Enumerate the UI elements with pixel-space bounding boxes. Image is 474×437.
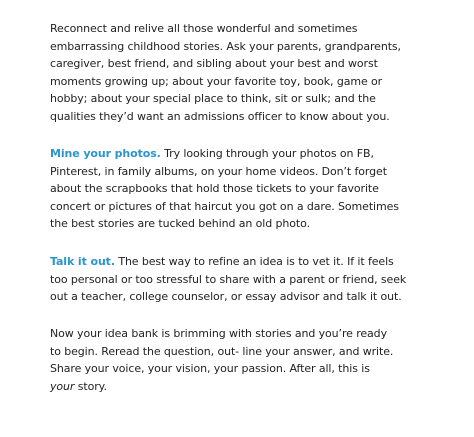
text-line	[50, 145, 399, 163]
text-line: caregiver, best friend, and sibling about your best and worst	[50, 57, 378, 71]
text-segment: The best way to refine an idea is to vet it. If it feels	[114, 255, 394, 268]
text-line: Share your voice, your vision, your passion. After all, this is	[50, 362, 370, 376]
text-line: Now your idea bank is brimming with stories and you’re ready	[50, 327, 387, 340]
text-segment: story.	[74, 379, 107, 393]
paragraph-mine-photos	[50, 145, 399, 233]
text-line: qualities they’d want an admissions officer to know about you.	[50, 109, 390, 123]
text-line	[50, 253, 406, 271]
text-line: about the scrapbooks that hold those tickets to your favorite	[50, 182, 379, 196]
lead-heading-talk-it-out: Talk it out.	[50, 255, 115, 268]
text-segment: Try looking through your photos on FB,	[160, 147, 374, 160]
paragraph-reconnect	[50, 20, 401, 126]
paragraph-idea-bank	[50, 325, 393, 395]
text-line: the best stories are tucked behind an old photo.	[50, 217, 310, 231]
text-line: concert or pictures of that haircut you got on a dare. Sometimes	[50, 199, 399, 213]
text-line: embarrassing childhood stories. Ask your parents, grandparents,	[50, 39, 401, 53]
lead-heading-mine-photos: Mine your photos.	[50, 147, 161, 160]
text-line: to begin. Reread the question, out- line your answer, and write.	[50, 344, 394, 358]
text-line: moments growing up; about your favorite toy, book, game or	[50, 74, 383, 88]
text-line	[50, 378, 393, 396]
text-line: Reconnect and relive all those wonderful and sometimes	[50, 22, 358, 35]
text-line: hobby; about your special place to think, sit or sulk; and the	[50, 92, 376, 106]
text-line: too personal or too stressful to share with a parent or friend, seek	[50, 272, 407, 286]
emphasized-word: your	[50, 379, 75, 393]
text-line: out a teacher, college counselor, or essay advisor and talk it out.	[50, 290, 402, 304]
text-line: Pinterest, in family albums, on your home videos. Don’t forget	[50, 164, 387, 178]
paragraph-talk-it-out	[50, 253, 406, 306]
